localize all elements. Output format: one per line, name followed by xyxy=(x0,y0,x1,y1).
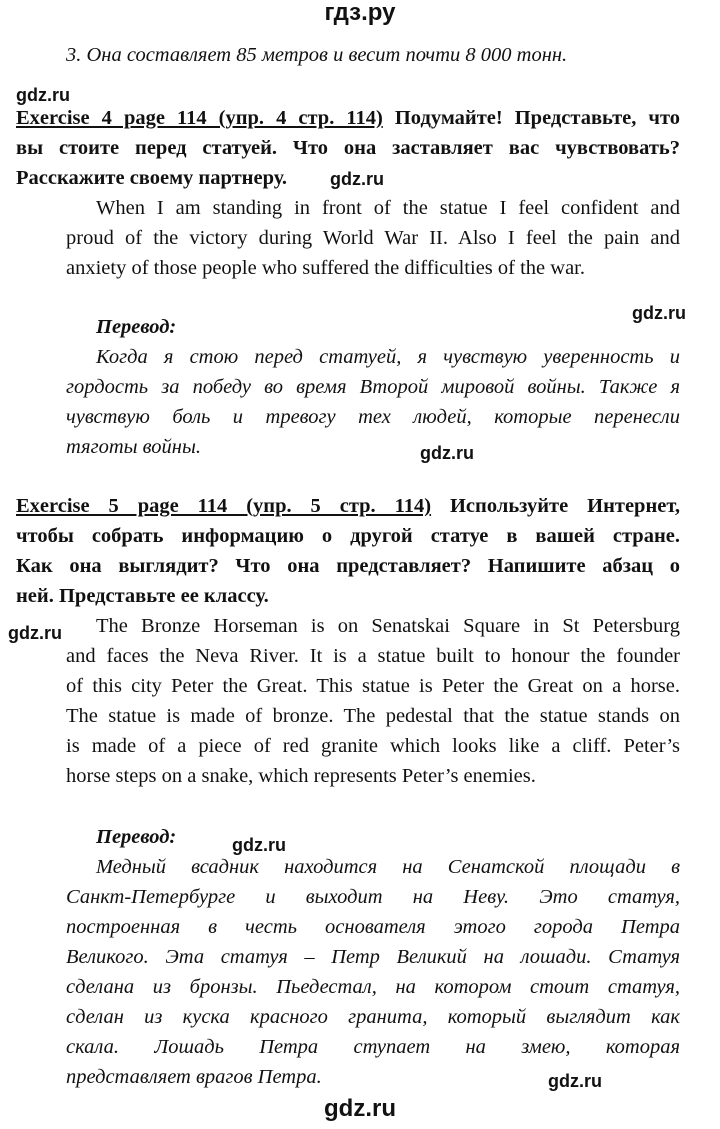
exercise-4-reference: Exercise 4 page 114 (упр. 4 стр. 114) xyxy=(16,107,383,129)
exercise-5-answer-line: horse steps on a snake, which represents Peter’s enemies. xyxy=(66,765,536,787)
exercise-5-answer-line: is made of a piece of red granite which looks like a cliff. Peter’s xyxy=(66,735,680,757)
watermark: gdz.ru xyxy=(420,443,474,463)
exercise-5-answer-line: of this city Peter the Great. This statue is Peter the Great on a horse. xyxy=(66,675,680,697)
exercise-4-task: Подумайте! Представьте, что xyxy=(394,107,681,129)
exercise-5-task-line: Как она выглядит? Что она представляет? Напишите абзац о xyxy=(16,555,680,577)
exercise-4-task-line: Расскажите своему партнеру. xyxy=(16,167,288,189)
exercise-4-answer-line: anxiety of those people who suffered the difficulties of the war. xyxy=(66,257,585,279)
watermark: gdz.ru xyxy=(330,169,384,189)
exercise-5-translation-line: Медный всадник находится на Сенатской площади в xyxy=(96,856,680,878)
exercise-4-answer-line: When I am standing in front of the statue I feel confident and xyxy=(96,197,680,219)
site-title: гдз.ру xyxy=(324,0,396,26)
exercise-5-translation-line: скала. Лошадь Петра ступает на змею, которая xyxy=(66,1036,680,1058)
exercise-5-translation-label: Перевод: xyxy=(96,826,177,848)
exercise-5-translation-line: сделана из бронзы. Пьедестал, на котором стоит статуя, xyxy=(66,976,680,998)
exercise-5-answer-line: The statue is made of bronze. The pedestal that the statue stands on xyxy=(66,705,680,727)
watermark: gdz.ru xyxy=(232,835,286,855)
exercise-5-answer-line: The Bronze Horseman is on Senatskai Square in St Petersburg xyxy=(96,615,680,637)
exercise-5-task: Используйте Интернет, xyxy=(449,495,681,517)
exercise-4-translation-line: чувствую боль и тревогу тех людей, которые перенесли xyxy=(66,406,680,428)
exercise-5-translation-line: Санкт-Петербурге и выходит на Неву. Это статуя, xyxy=(66,886,680,908)
answer-3: 3. Она составляет 85 метров и весит почти 8 000 тонн. xyxy=(66,44,568,66)
site-footer: gdz.ru xyxy=(324,1095,396,1122)
exercise-4-translation-line: Когда я стою перед статуей, я чувствую уверенность и xyxy=(96,346,680,368)
exercise-5-answer-line: and faces the Neva River. It is a statue built to honour the founder xyxy=(66,645,680,667)
exercise-4-translation-label: Перевод: xyxy=(96,316,177,338)
watermark: gdz.ru xyxy=(632,303,686,323)
exercise-4-task-line: вы стоите перед статуей. Что она заставляет вас чувствовать? xyxy=(16,137,680,159)
exercise-4-translation-line: гордость за победу во время Второй мировой войны. Также я xyxy=(66,376,680,398)
exercise-5-task-line: чтобы собрать информацию о другой статуе в вашей стране. xyxy=(16,525,680,547)
exercise-4-answer-line: proud of the victory during World War II. Also I feel the pain and xyxy=(66,227,680,249)
exercise-5-task-line: ней. Представьте ее классу. xyxy=(16,585,269,607)
exercise-5-translation-line: представляет врагов Петра. xyxy=(66,1066,322,1088)
exercise-4-translation-line: тяготы войны. xyxy=(66,436,201,458)
exercise-4-heading-line-1 xyxy=(16,103,680,133)
watermark: gdz.ru xyxy=(548,1071,602,1091)
exercise-5-heading-line-1 xyxy=(16,491,680,521)
exercise-5-translation-line: сделан из куска красного гранита, который выглядит как xyxy=(66,1006,680,1028)
exercise-5-translation-line: построенная в честь основателя этого города Петра xyxy=(66,916,680,938)
watermark: gdz.ru xyxy=(16,85,70,105)
exercise-5-reference: Exercise 5 page 114 (упр. 5 стр. 114) xyxy=(16,495,432,517)
exercise-5-translation-line: Великого. Эта статуя – Петр Великий на лошади. Статуя xyxy=(66,946,680,968)
watermark: gdz.ru xyxy=(8,623,62,643)
